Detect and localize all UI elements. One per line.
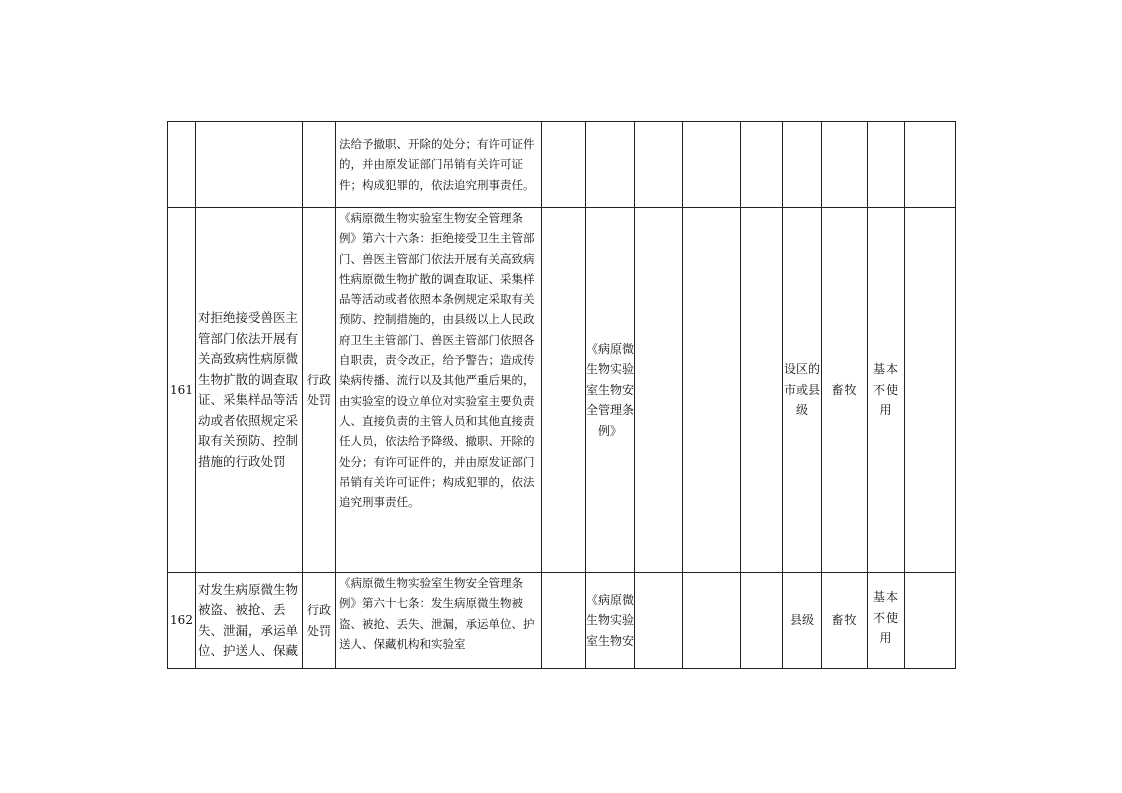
empty-cell bbox=[905, 208, 956, 573]
table-row bbox=[168, 208, 956, 573]
item-legal-basis: 法给予撤职、开除的处分；有许可证件的，并由原发证部门吊销有关许可证件；构成犯罪的，依法追究刑事责任。 bbox=[336, 122, 542, 208]
item-legal-basis: 《病原微生物实验室生物安全管理条例》第六十六条：拒绝接受卫生主管部门、兽医主管部门依法开展有关高致病性病原微生物扩散的调查取证、采集样品等活动或者依照本条例规定采取有关预防、控制措施的，由县级以上人民政府卫生主管部门、兽医主管部门依照各自职责，责令改正，给予警告；造成传染病传播、流行以及其他严重后果的，由实验室的设立单位对实验室主要负责人、直接负责的主管人员和其他直接责任人员，依法给予降级、撤职、开除的处分；有许可证件的，并由原发证部门吊销有关许可证件；构成犯罪的，依法追究刑事责任。 bbox=[336, 208, 542, 573]
enforcement-items-table bbox=[167, 121, 956, 669]
item-law: 《病原微生物实验室生物安全管理条例》 bbox=[586, 208, 635, 573]
empty-cell bbox=[542, 573, 586, 669]
item-category: 行政处罚 bbox=[303, 573, 336, 669]
empty-cell bbox=[905, 122, 956, 208]
empty-cell bbox=[635, 208, 683, 573]
empty-cell bbox=[741, 208, 783, 573]
item-name bbox=[196, 122, 303, 208]
item-level: 县级 bbox=[783, 573, 822, 669]
empty-cell bbox=[683, 122, 741, 208]
item-category: 行政处罚 bbox=[303, 208, 336, 573]
item-category bbox=[303, 122, 336, 208]
empty-cell bbox=[635, 122, 683, 208]
item-usage-status: 基本不使用 bbox=[868, 208, 905, 573]
empty-cell bbox=[635, 573, 683, 669]
item-law bbox=[586, 122, 635, 208]
item-usage-status: 基本不使用 bbox=[868, 573, 905, 669]
table-row bbox=[168, 573, 956, 669]
empty-cell bbox=[683, 208, 741, 573]
item-name: 对拒绝接受兽医主管部门依法开展有关高致病性病原微生物扩散的调查取证、采集样品等活动或者依照规定采取有关预防、控制措施的行政处罚 bbox=[196, 208, 303, 573]
item-level: 设区的市或县级 bbox=[783, 208, 822, 573]
empty-cell bbox=[542, 122, 586, 208]
item-number: 161 bbox=[168, 208, 196, 573]
empty-cell bbox=[741, 573, 783, 669]
item-department: 畜牧 bbox=[822, 573, 868, 669]
empty-cell bbox=[741, 122, 783, 208]
item-law: 《病原微生物实验室生物安 bbox=[586, 573, 635, 669]
item-legal-basis: 《病原微生物实验室生物安全管理条例》第六十七条：发生病原微生物被盗、被抢、丢失、泄漏，承运单位、护送人、保藏机构和实验室 bbox=[336, 573, 542, 669]
item-usage-status bbox=[868, 122, 905, 208]
empty-cell bbox=[542, 208, 586, 573]
empty-cell bbox=[683, 573, 741, 669]
item-level bbox=[783, 122, 822, 208]
item-number: 162 bbox=[168, 573, 196, 669]
table-row bbox=[168, 122, 956, 208]
item-department: 畜牧 bbox=[822, 208, 868, 573]
empty-cell bbox=[905, 573, 956, 669]
item-department bbox=[822, 122, 868, 208]
item-number bbox=[168, 122, 196, 208]
item-name: 对发生病原微生物被盗、被抢、丢失、泄漏，承运单位、护送人、保藏 bbox=[196, 573, 303, 669]
